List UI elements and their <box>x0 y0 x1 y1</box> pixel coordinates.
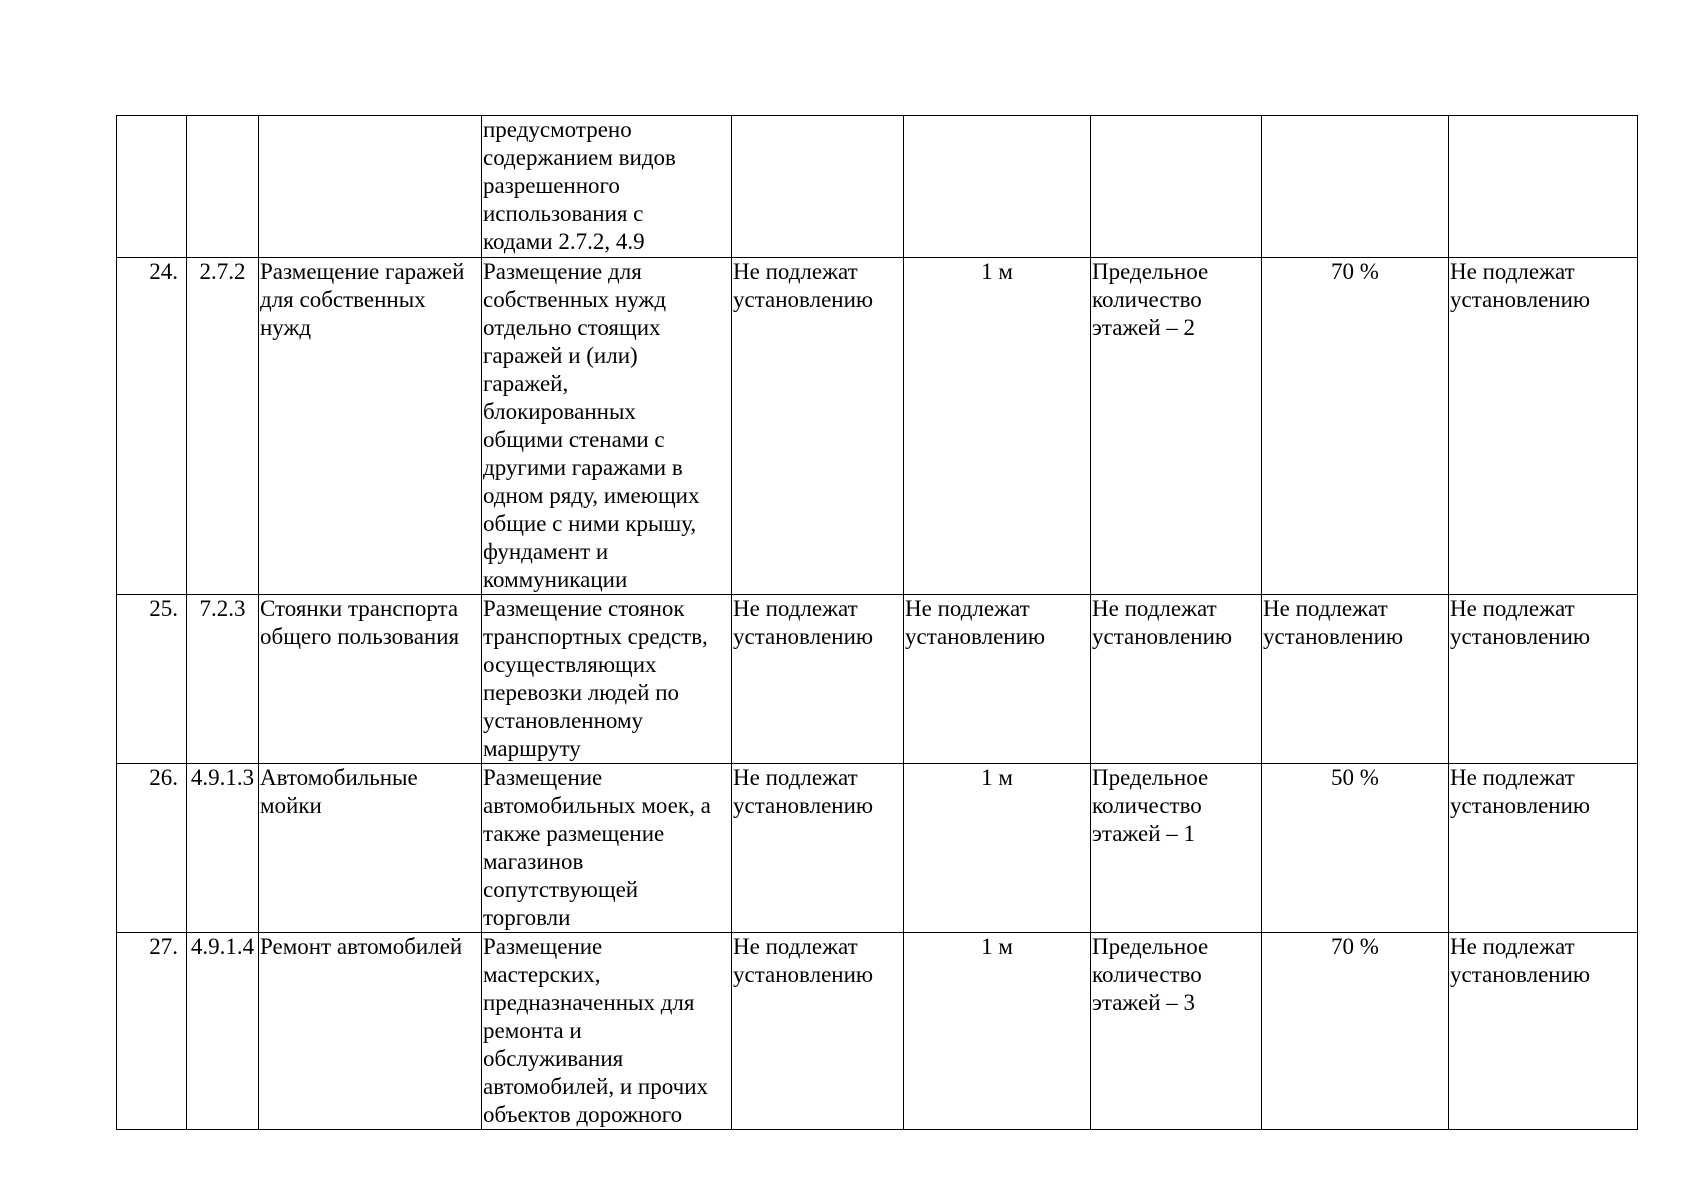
param-cell: Не подлежат установлению <box>732 933 904 1130</box>
param-cell: 70 % <box>1262 933 1449 1130</box>
table-row <box>117 116 1638 258</box>
param-cell <box>1091 116 1262 258</box>
param-cell <box>1262 116 1449 258</box>
param-cell: Не подлежат установлению <box>1262 595 1449 764</box>
table-row <box>117 258 1638 595</box>
use-code: 4.9.1.3 <box>187 764 259 933</box>
use-name: Автомобильные мойки <box>259 764 482 933</box>
land-use-table <box>116 115 1638 1130</box>
param-cell <box>1449 116 1638 258</box>
table-row <box>117 595 1638 764</box>
use-code: 4.9.1.4 <box>187 933 259 1130</box>
row-number: 27. <box>117 933 187 1130</box>
use-description: Размещение стоянок транспортных средств, осуществляющих перевозки людей по установленному маршруту <box>482 595 732 764</box>
table-row <box>117 933 1638 1130</box>
param-cell: Предельное количество этажей – 2 <box>1091 258 1262 595</box>
use-name: Стоянки транспорта общего пользования <box>259 595 482 764</box>
param-cell: Не подлежат установлению <box>1449 933 1638 1130</box>
use-code <box>187 116 259 258</box>
param-cell: Не подлежат установлению <box>732 595 904 764</box>
param-cell: Не подлежат установлению <box>1449 258 1638 595</box>
param-cell: Предельное количество этажей – 3 <box>1091 933 1262 1130</box>
param-cell: Не подлежат установлению <box>904 595 1091 764</box>
row-number: 25. <box>117 595 187 764</box>
use-description: Размещение для собственных нужд отдельно стоящих гаражей и (или) гаражей, блокированных общими стенами с другими гаражами в одном ряду, имеющих общие с ними крышу, фундамент и коммуникации <box>482 258 732 595</box>
use-name: Ремонт автомобилей <box>259 933 482 1130</box>
param-cell <box>732 116 904 258</box>
use-name: Размещение гаражей для собственных нужд <box>259 258 482 595</box>
param-cell: 50 % <box>1262 764 1449 933</box>
param-cell: 1 м <box>904 933 1091 1130</box>
use-name <box>259 116 482 258</box>
param-cell: 1 м <box>904 764 1091 933</box>
param-cell: Предельное количество этажей – 1 <box>1091 764 1262 933</box>
row-number: 24. <box>117 258 187 595</box>
use-code: 7.2.3 <box>187 595 259 764</box>
param-cell: 70 % <box>1262 258 1449 595</box>
param-cell <box>904 116 1091 258</box>
param-cell: Не подлежат установлению <box>1449 764 1638 933</box>
param-cell: 1 м <box>904 258 1091 595</box>
row-number: 26. <box>117 764 187 933</box>
use-description: Размещение автомобильных моек, а также размещение магазинов сопутствующей торговли <box>482 764 732 933</box>
row-number <box>117 116 187 258</box>
table-row <box>117 764 1638 933</box>
param-cell: Не подлежат установлению <box>1449 595 1638 764</box>
param-cell: Не подлежат установлению <box>732 764 904 933</box>
param-cell: Не подлежат установлению <box>732 258 904 595</box>
param-cell: Не подлежат установлению <box>1091 595 1262 764</box>
use-description: Размещение мастерских, предназначенных для ремонта и обслуживания автомобилей, и прочих объектов дорожного <box>482 933 732 1130</box>
use-description: предусмотрено содержанием видов разрешенного использования с кодами 2.7.2, 4.9 <box>482 116 732 258</box>
use-code: 2.7.2 <box>187 258 259 595</box>
